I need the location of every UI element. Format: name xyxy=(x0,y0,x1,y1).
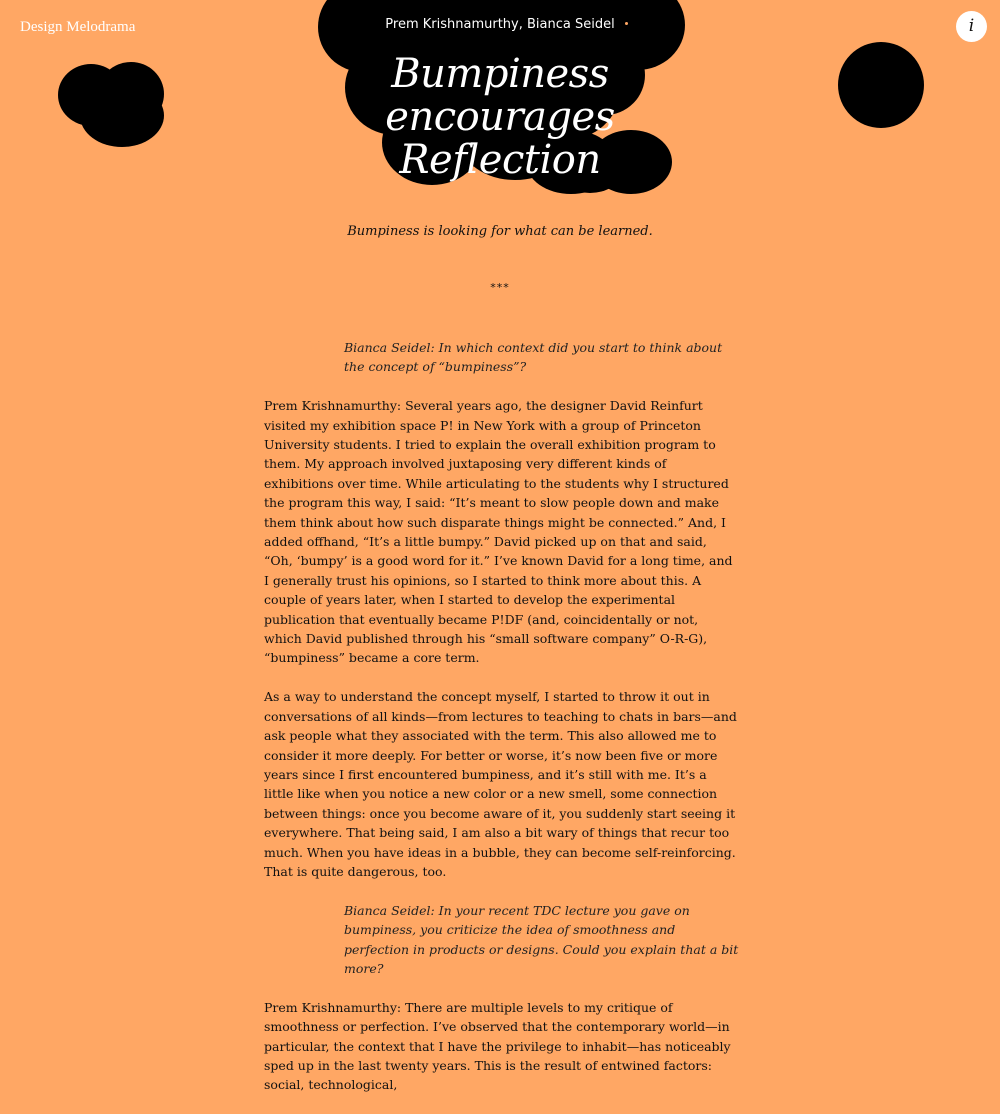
article-body xyxy=(264,338,739,1114)
interview-answer: As a way to understand the concept myself, I started to throw it out in conversations of all kinds—from lectures to teaching to chats in bars—and ask people what they associated with the term. This also allowed me to consider it more deeply. For better or worse, it’s now been five or more years since I first encountered bumpiness, and it’s still with me. It’s a little like when you notice a new color or a new smell, some connection between things: once you become aware of it, you suddenly start seeing it everywhere. That being said, I am also a bit wary of things that recur too much. When you have ideas in a bubble, they can become self-reinforcing. That is quite dangerous, too. xyxy=(264,689,737,879)
title-line: encourages xyxy=(385,94,615,140)
interview-question: Bianca Seidel: In which context did you start to think about the concept of “bumpiness”? xyxy=(344,340,723,375)
article-authors: Prem Krishnamurthy, Bianca Seidel xyxy=(385,17,615,32)
section-separator: *** xyxy=(490,281,510,294)
site-name-link[interactable]: Design Melodrama xyxy=(20,19,136,35)
title-line: Reflection xyxy=(399,137,601,183)
article-title xyxy=(0,53,1000,182)
interview-answer: Prem Krishnamurthy: There are multiple levels to my critique of smoothness or perfection. I’ve observed that the contemporary world—in particular, the context that I have the privilege to inhabit—has noticeably sped up in the last twenty years. This is the result of entwined factors: social, technological, xyxy=(264,999,731,1093)
interview-answer: Prem Krishnamurthy: Several years ago, the designer David Reinfurt visited my exhibition space P! in New York with a group of Princeton University students. I tried to explain the overall exhibition program to them. My approach involved juxtaposing very different kinds of exhibitions over time. While articulating to the students why I structured the program this way, I said: “It’s meant to slow people down and make them think about how such disparate things might be connected.” And, I added offhand, “It’s a little bumpy.” David picked up on that and said, “Oh, ‘bumpy’ is a good word for it.” I’ve known David for a long time, and I generally trust his opinions, so I started to think more about this. A couple of years later, when I started to develop the experimental publication that eventually became P!DF (and, coincidentally or not, which David published through his “small software company” O-R-G), “bumpiness” became a core term. xyxy=(264,398,733,666)
info-icon: i xyxy=(968,16,975,36)
title-line: Bumpiness xyxy=(391,51,609,97)
article-subtitle: Bumpiness is looking for what can be learned. xyxy=(347,224,653,239)
interview-question: Bianca Seidel: In your recent TDC lecture you gave on bumpiness, you criticize the idea of smoothness and perfection in products or designs. Could you explain that a bit more? xyxy=(344,902,739,976)
